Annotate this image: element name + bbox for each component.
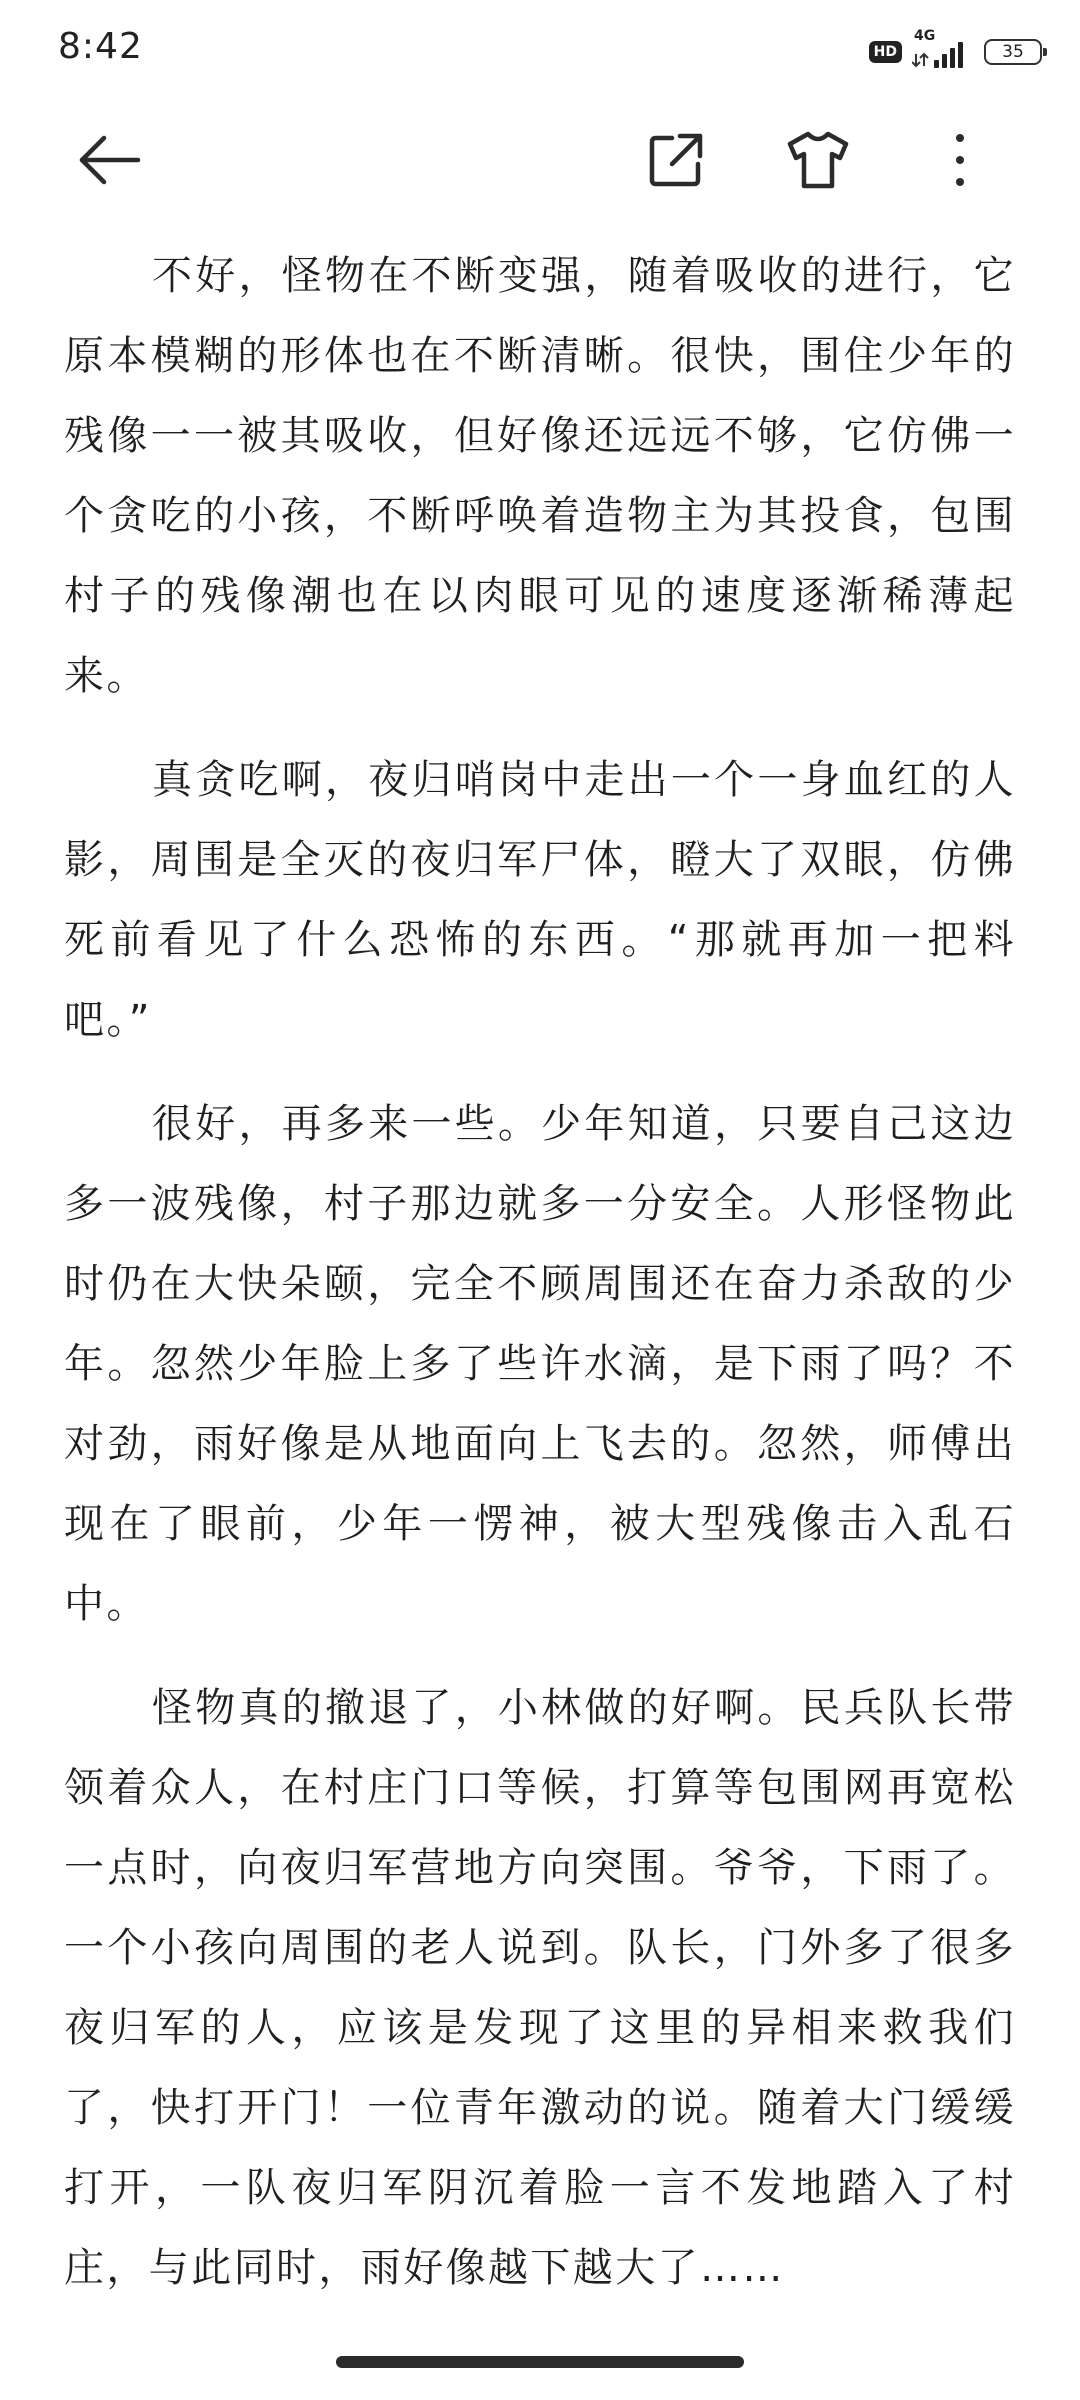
article-paragraph-4: 怪物真的撤退了，小林做的好啊。民兵队长带领着众人，在村庄门口等候，打算等包围网再宽松一点时，向夜归军营地方向突围。爷爷，下雨了。一个小孩向周围的老人说到。队长，门外多了很多夜归军的人，应该是发现了这里的异相来救我们了，快打开门！一位青年激动的说。随着大门缓缓打开，一队夜归军阴沉着脸一言不发地踏入了村庄，与此同时，雨好像越下越大了…… (64, 1685, 1016, 2291)
status-bar (0, 0, 1080, 100)
home-indicator[interactable] (336, 2356, 744, 2368)
back-arrow-icon (78, 128, 142, 192)
back-button[interactable] (74, 124, 146, 196)
network-type-label: 4G (914, 28, 936, 44)
article-paragraph-2: 真贪吃啊，夜归哨岗中走出一个一身血红的人影，周围是全灭的夜归军尸体，瞪大了双眼，仿佛死前看见了什么恐怖的东西。“那就再加一把料吧。” (64, 757, 1016, 1043)
hd-badge: HD (869, 41, 902, 63)
share-button[interactable] (640, 124, 712, 196)
status-time: 8:42 (58, 26, 143, 67)
4g-signal-icon (912, 28, 974, 72)
more-vertical-icon (950, 130, 970, 190)
battery-level: 35 (1002, 42, 1024, 62)
article-paragraph-1: 不好，怪物在不断变强，随着吸收的进行，它原本模糊的形体也在不断清晰。很快，围住少年的残像一一被其吸收，但好像还远远不够，它仿佛一个贪吃的小孩，不断呼唤着造物主为其投食，包围村子的残像潮也在以肉眼可见的速度逐渐稀薄起来。 (64, 253, 1016, 699)
tshirt-icon (786, 130, 850, 190)
article-body (64, 236, 1016, 2332)
more-options-button[interactable] (924, 124, 996, 196)
article-paragraph-3: 很好，再多来一些。少年知道，只要自己这边多一波残像，村子那边就多一分安全。人形怪物此时仍在大快朵颐，完全不顾周围还在奋力杀敌的少年。忽然少年脸上多了些许水滴，是下雨了吗？不对劲，雨好像是从地面向上飞去的。忽然，师傅出现在了眼前，少年一愣神，被大型残像击入乱石中。 (64, 1101, 1016, 1627)
status-indicators (869, 28, 1042, 72)
share-icon (646, 130, 706, 190)
top-toolbar (0, 110, 1080, 210)
battery-icon (984, 39, 1042, 65)
theme-button[interactable] (782, 124, 854, 196)
